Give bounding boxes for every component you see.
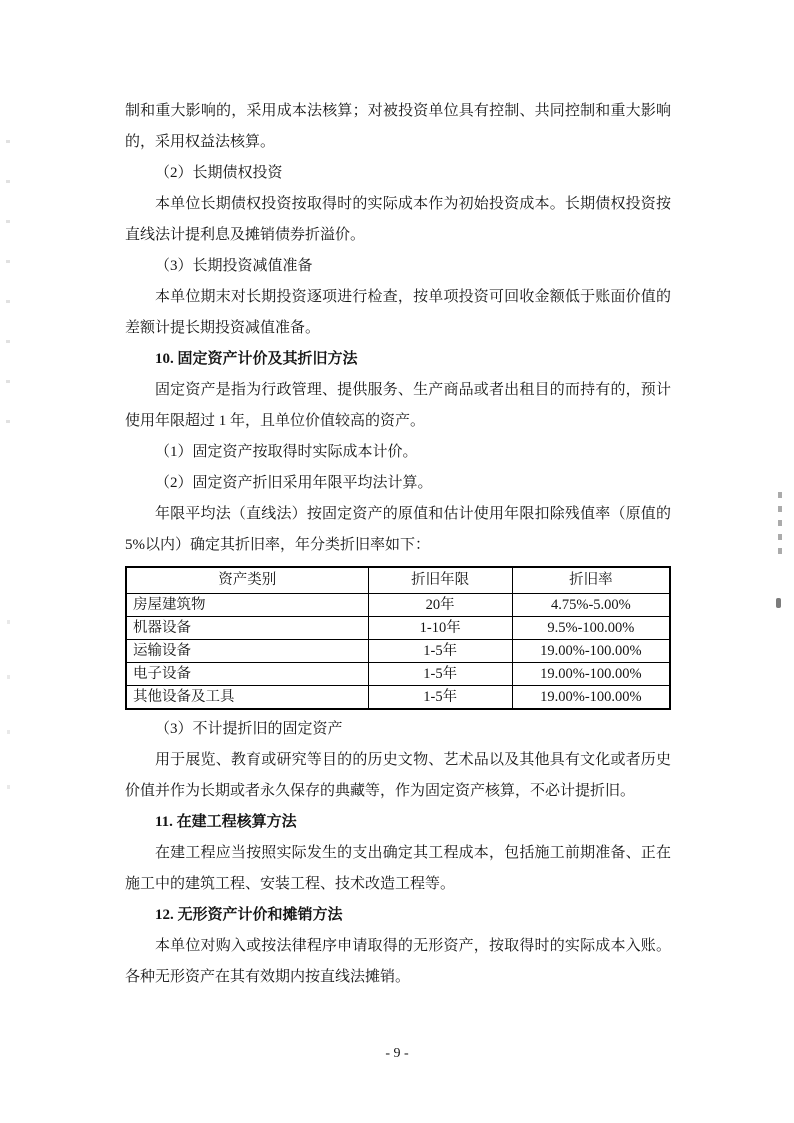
cell-depreciation-years: 20年	[368, 593, 512, 616]
section-heading-11: 11. 在建工程核算方法	[155, 813, 297, 830]
paragraph-depreciation-method: 年限平均法（直线法）按固定资产的原值和估计使用年限扣除残值率（原值的 5%以内）确定其折旧率，年分类折旧率如下：	[125, 506, 671, 553]
cell-depreciation-years: 1-5年	[368, 639, 512, 662]
paragraph-impairment: 本单位期末对长期投资逐项进行检查，按单项投资可回收金额低于账面价值的差额计提长期投资减值准备。	[125, 289, 671, 336]
table-header-row	[126, 567, 670, 593]
cell-depreciation-rate: 19.00%-100.00%	[512, 662, 670, 685]
cell-depreciation-rate: 19.00%-100.00%	[512, 685, 670, 709]
subheading-impairment: （3）长期投资减值准备	[155, 258, 313, 274]
paragraph-long-term-debt: 本单位长期债权投资按取得时的实际成本作为初始投资成本。长期债权投资按直线法计提利息及摊销债券折溢价。	[125, 196, 671, 243]
table-header-depreciation-years: 折旧年限	[368, 567, 512, 593]
list-item-1: （1）固定资产按取得时实际成本计价。	[155, 444, 418, 460]
table-row	[126, 593, 670, 616]
paragraph-intangible-assets: 本单位对购入或按法律程序申请取得的无形资产，按取得时的实际成本入账。各种无形资产在其有效期内按直线法摊销。	[125, 937, 671, 985]
cell-asset-category: 机器设备	[126, 616, 368, 639]
cell-asset-category: 电子设备	[126, 662, 368, 685]
table-row	[126, 685, 670, 709]
cell-asset-category: 其他设备及工具	[126, 685, 368, 709]
cell-depreciation-rate: 4.75%-5.00%	[512, 593, 670, 616]
table-row	[126, 616, 670, 639]
cell-depreciation-years: 1-5年	[368, 685, 512, 709]
depreciation-table	[125, 566, 671, 710]
table-header-depreciation-rate: 折旧率	[512, 567, 670, 593]
cell-depreciation-rate: 19.00%-100.00%	[512, 639, 670, 662]
table-header-asset-category: 资产类别	[126, 567, 368, 593]
cell-asset-category: 运输设备	[126, 639, 368, 662]
subheading-long-term-debt: （2）长期债权投资	[155, 165, 283, 181]
table-row	[126, 662, 670, 685]
paragraph-construction-in-progress: 在建工程应当按照实际发生的支出确定其工程成本，包括施工前期准备、正在施工中的建筑工程、安装工程、技术改造工程等。	[125, 844, 671, 892]
cell-depreciation-years: 1-10年	[368, 616, 512, 639]
scan-artifact	[778, 492, 782, 562]
list-item-3: （3）不计提折旧的固定资产	[155, 720, 343, 737]
cell-asset-category: 房屋建筑物	[126, 593, 368, 616]
cell-depreciation-years: 1-5年	[368, 662, 512, 685]
page-number: - 9 -	[385, 1046, 409, 1061]
list-item-2: （2）固定资产折旧采用年限平均法计算。	[155, 475, 433, 491]
table-row	[126, 639, 670, 662]
cell-depreciation-rate: 9.5%-100.00%	[512, 616, 670, 639]
scan-artifact	[6, 140, 10, 460]
scan-artifact	[776, 598, 781, 608]
paragraph-fixed-assets-def: 固定资产是指为行政管理、提供服务、生产商品或者出租目的而持有的，预计使用年限超过 1 年，且单位价值较高的资产。	[125, 382, 671, 429]
paragraph-no-depreciation: 用于展览、教育或研究等目的的历史文物、艺术品以及其他具有文化或者历史价值并作为长期或者永久保存的典藏等，作为固定资产核算，不必计提折旧。	[125, 751, 671, 799]
document-content	[125, 96, 671, 993]
scan-artifact	[7, 620, 10, 820]
paragraph-carryover: 制和重大影响的，采用成本法核算；对被投资单位具有控制、共同控制和重大影响的，采用权益法核算。	[125, 103, 671, 150]
section-heading-12: 12. 无形资产计价和摊销方法	[155, 906, 343, 923]
section-heading-10: 10. 固定资产计价及其折旧方法	[155, 351, 358, 367]
